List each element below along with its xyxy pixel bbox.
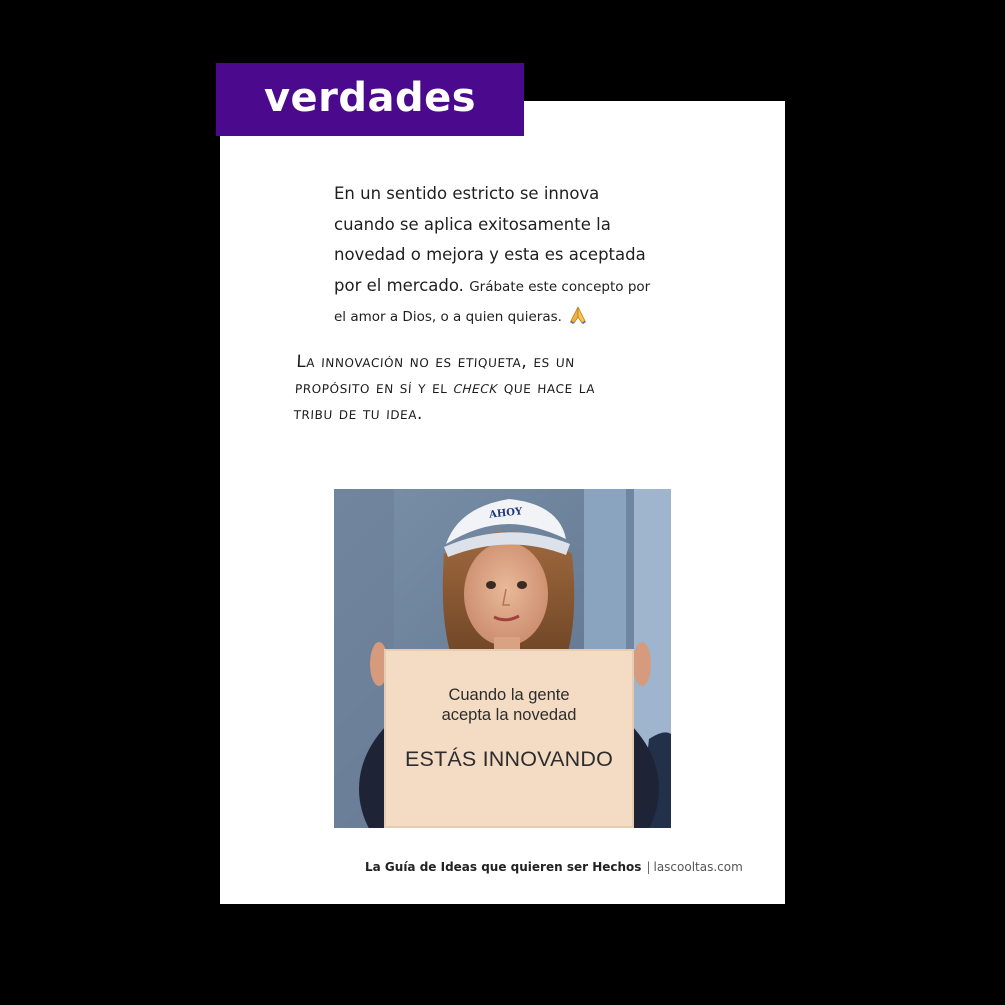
sign-headline: ESTÁS INNOVANDO bbox=[404, 747, 614, 771]
definition-line: novedad o mejora y esta es aceptada bbox=[334, 245, 646, 265]
section-tag-label: verdades bbox=[263, 74, 477, 121]
definition-line bbox=[334, 271, 679, 303]
definition-line bbox=[334, 302, 679, 333]
sign-line: Cuando la gente bbox=[448, 686, 570, 704]
definition-text: por el mercado. bbox=[334, 275, 464, 295]
meme-image bbox=[334, 489, 671, 828]
section-tag bbox=[216, 63, 524, 136]
folded-hands-icon bbox=[568, 305, 588, 325]
footer-site: lascooltas.com bbox=[653, 860, 743, 874]
definition-aside: el amor a Dios, o a quien quieras. bbox=[334, 309, 562, 326]
comic-quote bbox=[293, 349, 717, 427]
definition-line: En un sentido estricto se innova bbox=[334, 184, 600, 203]
book-title: La Guía de Ideas que quieren ser Hechos bbox=[365, 860, 642, 874]
comic-line: La innovación no es etiqueta, es un bbox=[295, 352, 576, 372]
comic-line bbox=[294, 375, 715, 401]
comic-emphasis: check bbox=[453, 378, 499, 398]
hat-text: AHOY bbox=[488, 506, 523, 521]
footer-separator: | bbox=[646, 860, 651, 874]
meme-sign bbox=[384, 649, 634, 828]
sign-caption bbox=[386, 685, 632, 725]
definition-aside: Grábate este concepto por bbox=[469, 278, 651, 295]
page-footer bbox=[365, 860, 765, 874]
definition-line: cuando se aplica exitosamente la bbox=[334, 214, 611, 234]
comic-text: propósito en sí y el bbox=[294, 378, 449, 398]
comic-line: tribu de tu idea. bbox=[293, 404, 424, 424]
document-page bbox=[220, 101, 785, 904]
sign-line: acepta la novedad bbox=[441, 706, 577, 724]
definition-paragraph bbox=[334, 179, 679, 333]
comic-text: que hace la bbox=[503, 378, 596, 398]
